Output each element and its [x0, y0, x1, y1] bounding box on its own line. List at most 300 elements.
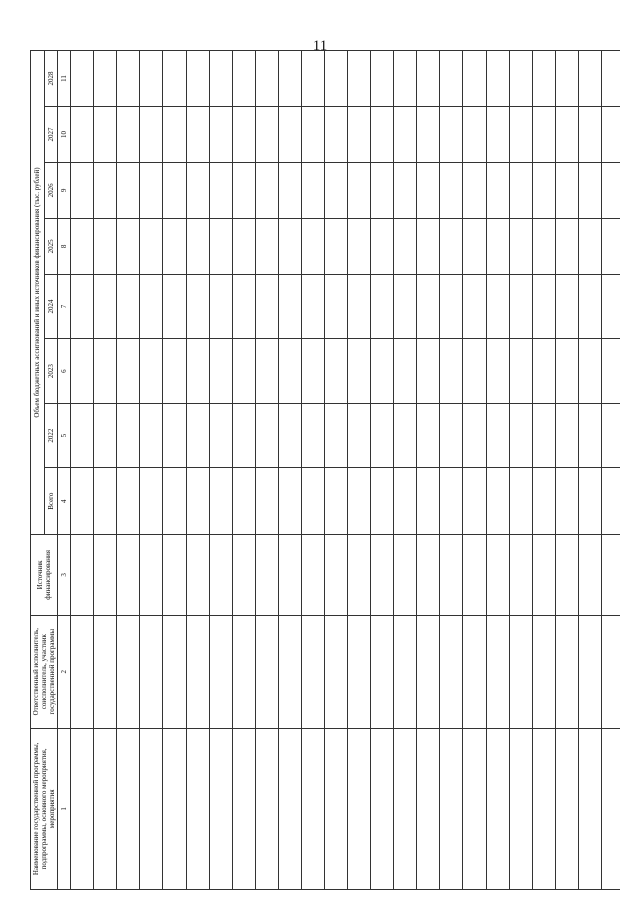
header-responsible: Ответственный исполнитель, соисполнитель, участник государственной программы [31, 615, 58, 728]
table-cell [371, 274, 394, 339]
table-cell [278, 51, 301, 107]
table-cell [371, 535, 394, 616]
table-cell [209, 468, 232, 535]
table-cell [255, 162, 278, 218]
column-number: 1 [58, 728, 71, 889]
table-cell [117, 274, 140, 339]
table-cell [232, 728, 255, 889]
table-row [348, 51, 371, 890]
table-cell [71, 615, 94, 728]
table-cell [278, 615, 301, 728]
table-cell [371, 339, 394, 404]
table-cell [601, 274, 620, 339]
table-cell [301, 107, 324, 163]
table-cell [555, 162, 578, 218]
table-cell [325, 107, 348, 163]
table-cell [578, 403, 601, 468]
table-cell [140, 218, 163, 274]
table-cell [486, 403, 509, 468]
table-cell [117, 403, 140, 468]
table-cell [325, 535, 348, 616]
table-cell [301, 728, 324, 889]
table-cell [255, 51, 278, 107]
table-cell [371, 51, 394, 107]
table-cell [578, 728, 601, 889]
table-cell [371, 218, 394, 274]
table-cell [232, 468, 255, 535]
table-row [578, 51, 601, 890]
table-cell [140, 274, 163, 339]
table-cell [463, 51, 486, 107]
table-cell [117, 468, 140, 535]
table-cell [440, 107, 463, 163]
table-cell [163, 162, 186, 218]
column-number: 10 [58, 107, 71, 163]
table-row [325, 51, 348, 890]
table-cell [348, 728, 371, 889]
table-cell [232, 535, 255, 616]
table-cell [186, 107, 209, 163]
header-year-2027: 2027 [44, 107, 58, 163]
table-row [301, 51, 324, 890]
table-cell [232, 403, 255, 468]
table-cell [578, 274, 601, 339]
table-cell [209, 535, 232, 616]
table-cell [209, 107, 232, 163]
table-cell [417, 107, 440, 163]
table-row [209, 51, 232, 890]
column-number: 6 [58, 339, 71, 404]
table-cell [255, 274, 278, 339]
table-cell [440, 728, 463, 889]
table-cell [486, 218, 509, 274]
table-cell [186, 162, 209, 218]
table-cell [601, 107, 620, 163]
table-cell [578, 615, 601, 728]
table-cell [417, 339, 440, 404]
table-cell [255, 468, 278, 535]
table-cell [255, 535, 278, 616]
table-cell [209, 218, 232, 274]
table-cell [163, 615, 186, 728]
table-cell [532, 107, 555, 163]
table-cell [117, 728, 140, 889]
table-cell [440, 468, 463, 535]
column-number: 8 [58, 218, 71, 274]
table-cell [348, 535, 371, 616]
table-cell [532, 615, 555, 728]
table-cell [186, 728, 209, 889]
table-cell [325, 468, 348, 535]
table-row [463, 51, 486, 890]
table-cell [186, 535, 209, 616]
header-year-2028: 2028 [44, 51, 58, 107]
table-cell [301, 339, 324, 404]
table-cell [209, 162, 232, 218]
table-cell [117, 535, 140, 616]
table-cell [71, 162, 94, 218]
table-cell [555, 51, 578, 107]
table-cell [232, 162, 255, 218]
column-number: 3 [58, 535, 71, 616]
table-cell [440, 274, 463, 339]
table-cell [186, 274, 209, 339]
table-cell [117, 339, 140, 404]
header-volume: Объем бюджетных ассигнований и иных источников финансирования (тыс. рублей) [31, 51, 45, 535]
table-cell [555, 107, 578, 163]
table-cell [417, 615, 440, 728]
table-cell [325, 339, 348, 404]
table-cell [163, 51, 186, 107]
table-cell [532, 728, 555, 889]
table-cell [532, 339, 555, 404]
table-row [532, 51, 555, 890]
column-number: 5 [58, 403, 71, 468]
table-cell [325, 615, 348, 728]
table-viewport [30, 50, 620, 890]
table-cell [509, 403, 532, 468]
table-cell [325, 274, 348, 339]
table-cell [94, 403, 117, 468]
table-cell [301, 403, 324, 468]
table-cell [601, 615, 620, 728]
table-cell [486, 339, 509, 404]
table-cell [440, 51, 463, 107]
table-cell [278, 218, 301, 274]
column-number: 9 [58, 162, 71, 218]
table-cell [394, 218, 417, 274]
table-cell [94, 162, 117, 218]
table-cell [601, 51, 620, 107]
table-cell [278, 468, 301, 535]
table-cell [348, 51, 371, 107]
table-cell [325, 403, 348, 468]
table-cell [232, 107, 255, 163]
table-cell [117, 218, 140, 274]
table-cell [509, 162, 532, 218]
table-cell [140, 535, 163, 616]
table-cell [255, 615, 278, 728]
table-cell [394, 535, 417, 616]
table-cell [463, 107, 486, 163]
table-cell [578, 162, 601, 218]
table-cell [301, 51, 324, 107]
table-cell [394, 615, 417, 728]
table-cell [186, 339, 209, 404]
table-cell [532, 468, 555, 535]
table-cell [278, 728, 301, 889]
table-cell [509, 218, 532, 274]
table-cell [555, 615, 578, 728]
table-cell [163, 339, 186, 404]
table-cell [71, 403, 94, 468]
table-row [601, 51, 620, 890]
table-cell [278, 274, 301, 339]
table-cell [509, 728, 532, 889]
table-cell [394, 728, 417, 889]
table-row [140, 51, 163, 890]
table-cell [463, 615, 486, 728]
table-cell [371, 468, 394, 535]
header-year-2026: 2026 [44, 162, 58, 218]
table-cell [71, 274, 94, 339]
table-cell [463, 162, 486, 218]
table-cell [348, 107, 371, 163]
table-row [71, 51, 94, 890]
table-cell [601, 218, 620, 274]
table-cell [71, 535, 94, 616]
table-cell [163, 535, 186, 616]
table-cell [325, 51, 348, 107]
table-cell [578, 535, 601, 616]
table-row [117, 51, 140, 890]
table-row [94, 51, 117, 890]
rotated-table-container [30, 50, 620, 890]
table-cell [278, 403, 301, 468]
header-year-2023: 2023 [44, 339, 58, 404]
table-cell [371, 615, 394, 728]
table-cell [94, 274, 117, 339]
financing-table [30, 50, 620, 890]
table-cell [71, 51, 94, 107]
table-cell [440, 339, 463, 404]
table-cell [232, 51, 255, 107]
header-total: Всего [44, 468, 58, 535]
table-row [232, 51, 255, 890]
table-cell [394, 274, 417, 339]
table-cell [209, 403, 232, 468]
table-cell [163, 218, 186, 274]
table-cell [348, 615, 371, 728]
table-cell [255, 218, 278, 274]
table-cell [163, 403, 186, 468]
table-cell [601, 162, 620, 218]
table-cell [348, 468, 371, 535]
table-row [394, 51, 417, 890]
table-cell [578, 218, 601, 274]
table-cell [440, 615, 463, 728]
table-cell [371, 107, 394, 163]
table-cell [209, 51, 232, 107]
table-cell [486, 468, 509, 535]
table-cell [578, 51, 601, 107]
table-cell [463, 339, 486, 404]
table-cell [417, 51, 440, 107]
table-row [371, 51, 394, 890]
column-number: 11 [58, 51, 71, 107]
table-cell [140, 468, 163, 535]
table-cell [532, 403, 555, 468]
table-cell [186, 51, 209, 107]
column-number: 7 [58, 274, 71, 339]
table-cell [555, 274, 578, 339]
table-cell [71, 107, 94, 163]
table-cell [440, 218, 463, 274]
table-cell [578, 468, 601, 535]
table-cell [163, 468, 186, 535]
table-cell [394, 403, 417, 468]
table-cell [601, 339, 620, 404]
table-cell [140, 615, 163, 728]
header-source: Источник финансирования [31, 535, 58, 616]
table-cell [71, 728, 94, 889]
table-cell [555, 403, 578, 468]
table-cell [163, 728, 186, 889]
table-cell [601, 468, 620, 535]
table-cell [509, 51, 532, 107]
table-cell [94, 615, 117, 728]
table-cell [463, 274, 486, 339]
table-cell [140, 403, 163, 468]
table-cell [117, 615, 140, 728]
table-cell [532, 51, 555, 107]
header-year-2022: 2022 [44, 403, 58, 468]
table-cell [394, 51, 417, 107]
table-cell [601, 535, 620, 616]
table-cell [509, 339, 532, 404]
table-cell [278, 535, 301, 616]
table-cell [301, 274, 324, 339]
table-cell [394, 339, 417, 404]
table-cell [486, 728, 509, 889]
table-cell [394, 107, 417, 163]
table-cell [301, 535, 324, 616]
table-cell [94, 107, 117, 163]
table-cell [532, 535, 555, 616]
table-cell [348, 403, 371, 468]
table-cell [417, 468, 440, 535]
table-cell [463, 535, 486, 616]
table-cell [71, 218, 94, 274]
table-row [417, 51, 440, 890]
table-cell [186, 468, 209, 535]
table-cell [71, 468, 94, 535]
table-cell [255, 403, 278, 468]
table-cell [94, 468, 117, 535]
header-year-2024: 2024 [44, 274, 58, 339]
table-cell [578, 339, 601, 404]
table-cell [94, 535, 117, 616]
table-cell [348, 162, 371, 218]
table-cell [486, 535, 509, 616]
table-cell [532, 162, 555, 218]
table-cell [417, 728, 440, 889]
table-row [555, 51, 578, 890]
table-cell [140, 728, 163, 889]
table-cell [117, 162, 140, 218]
table-cell [94, 218, 117, 274]
table-cell [255, 339, 278, 404]
table-cell [209, 339, 232, 404]
table-cell [163, 274, 186, 339]
table-cell [509, 535, 532, 616]
table-cell [463, 218, 486, 274]
table-cell [532, 218, 555, 274]
table-cell [117, 107, 140, 163]
table-cell [509, 615, 532, 728]
table-cell [417, 218, 440, 274]
table-cell [140, 51, 163, 107]
table-cell [440, 535, 463, 616]
table-cell [186, 403, 209, 468]
table-cell [301, 615, 324, 728]
table-cell [325, 218, 348, 274]
table-cell [486, 615, 509, 728]
table-cell [486, 107, 509, 163]
table-cell [94, 728, 117, 889]
table-cell [555, 468, 578, 535]
table-cell [232, 274, 255, 339]
table-cell [463, 403, 486, 468]
table-cell [417, 535, 440, 616]
table-cell [578, 107, 601, 163]
table-row [163, 51, 186, 890]
table-cell [348, 339, 371, 404]
table-row [278, 51, 301, 890]
table-row [186, 51, 209, 890]
table-cell [440, 403, 463, 468]
table-cell [509, 468, 532, 535]
table-cell [278, 162, 301, 218]
table-cell [555, 728, 578, 889]
page-number: 11 [312, 38, 328, 54]
table-cell [71, 339, 94, 404]
header-year-2025: 2025 [44, 218, 58, 274]
table-cell [209, 274, 232, 339]
table-cell [463, 728, 486, 889]
table-cell [601, 403, 620, 468]
table-cell [186, 615, 209, 728]
table-cell [325, 728, 348, 889]
table-cell [486, 162, 509, 218]
table-cell [301, 468, 324, 535]
table-cell [232, 218, 255, 274]
table-cell [509, 107, 532, 163]
table-body [71, 51, 620, 890]
table-cell [94, 339, 117, 404]
table-cell [232, 615, 255, 728]
table-row [255, 51, 278, 890]
header-name: Наименование государственной программы, подпрограммы, основного мероприятия, мероприятия [31, 728, 58, 889]
table-cell [278, 107, 301, 163]
table-cell [555, 339, 578, 404]
table-cell [555, 535, 578, 616]
table-cell [371, 403, 394, 468]
table-cell [140, 162, 163, 218]
table-cell [94, 51, 117, 107]
table-cell [394, 468, 417, 535]
table-cell [555, 218, 578, 274]
column-number: 4 [58, 468, 71, 535]
table-cell [417, 274, 440, 339]
table-cell [486, 51, 509, 107]
table-cell [509, 274, 532, 339]
table-cell [209, 615, 232, 728]
table-cell [140, 339, 163, 404]
table-row [440, 51, 463, 890]
table-cell [255, 107, 278, 163]
table-cell [417, 403, 440, 468]
table-cell [371, 728, 394, 889]
table-cell [440, 162, 463, 218]
table-cell [140, 107, 163, 163]
table-cell [601, 728, 620, 889]
table-cell [255, 728, 278, 889]
table-row [486, 51, 509, 890]
table-cell [117, 51, 140, 107]
column-number: 2 [58, 615, 71, 728]
table-cell [348, 218, 371, 274]
